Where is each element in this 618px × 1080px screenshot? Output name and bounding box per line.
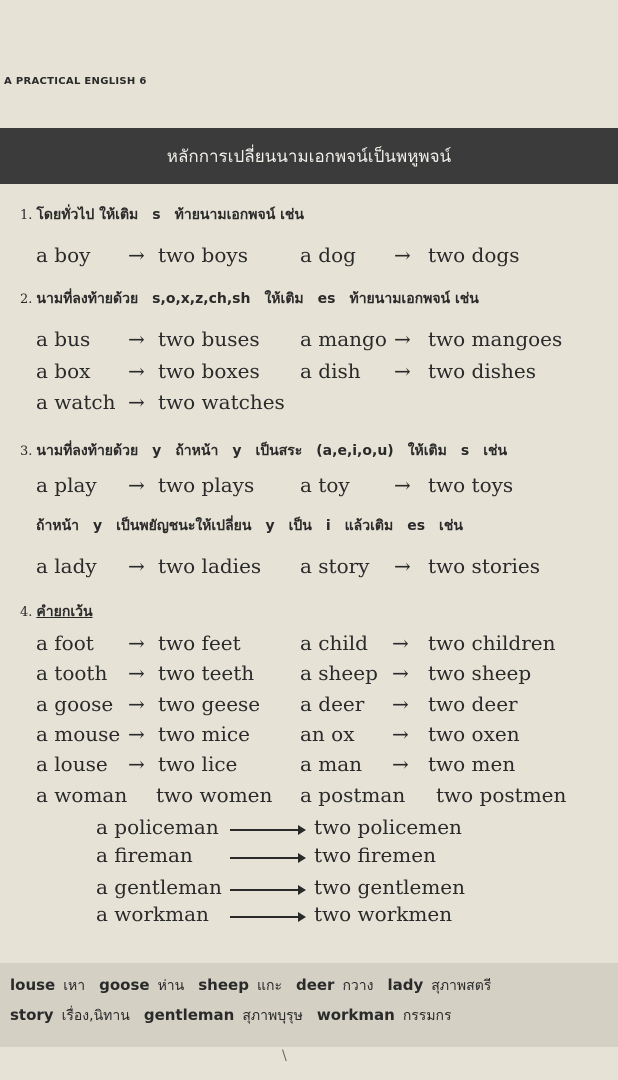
rule-text: นามที่ลงท้ายด้วย [36, 443, 139, 459]
vocab-meaning: สุภาพสตรี [431, 978, 492, 994]
rule-text: ท้ายนามเอกพจน์ เช่น [174, 207, 304, 223]
singular-noun: an ox [300, 722, 355, 746]
singular-noun: a box [36, 359, 91, 383]
vocab-meaning: สุภาพบุรุษ [242, 1008, 303, 1024]
plural-noun: two men [428, 752, 516, 776]
rule-keyword: es [317, 291, 336, 307]
arrow-icon: → [128, 722, 145, 746]
singular-noun: a deer [300, 692, 365, 716]
vocab-meaning: กรรมกร [402, 1008, 452, 1024]
rule-keyword: (a,e,i,o,u) [316, 443, 394, 459]
arrow-icon: → [128, 327, 145, 351]
plural-noun: two dogs [428, 243, 520, 267]
plural-noun: two firemen [314, 843, 436, 867]
rule-text: นามที่ลงท้ายด้วย [36, 291, 139, 307]
arrow-icon: → [128, 752, 145, 776]
plural-noun: two buses [158, 327, 260, 351]
singular-noun: a child [300, 631, 368, 655]
vocab-meaning: กวาง [342, 978, 374, 994]
singular-noun: a toy [300, 473, 350, 497]
arrow-icon: → [128, 661, 145, 685]
singular-noun: a mango [300, 327, 387, 351]
rule-keyword: y [232, 443, 242, 459]
rule-number: 3. [20, 444, 33, 459]
rule-text: ให้เติม [264, 291, 304, 307]
plural-noun: two postmen [436, 783, 567, 807]
singular-noun: a boy [36, 243, 91, 267]
rule-text: ท้ายนามเอกพจน์ เช่น [349, 291, 479, 307]
rule-keyword: i [325, 518, 331, 534]
vocab-meaning: เหา [63, 978, 86, 994]
vocab-word: workman [316, 1006, 395, 1024]
rule-text: เป็นสระ [255, 443, 303, 459]
vocab-word: story [10, 1006, 54, 1024]
rule-text: เช่น [439, 518, 463, 534]
running-header: A PRACTICAL ENGLISH 6 [4, 76, 147, 87]
plural-noun: two oxen [428, 722, 520, 746]
singular-noun: a gentleman [96, 875, 222, 899]
singular-noun: a bus [36, 327, 91, 351]
rule-heading [20, 440, 507, 462]
singular-noun: a tooth [36, 661, 108, 685]
rule-text: เป็นพยัญชนะให้เปลี่ยน [116, 518, 252, 534]
singular-noun: a man [300, 752, 363, 776]
page-mark: \ [282, 1048, 287, 1064]
singular-noun: a story [300, 554, 370, 578]
arrow-icon: → [394, 359, 411, 383]
arrow-icon: → [392, 752, 409, 776]
arrow-icon: → [392, 661, 409, 685]
vocabulary-line [10, 975, 505, 997]
singular-noun: a dog [300, 243, 356, 267]
plural-noun: two workmen [314, 902, 453, 926]
rule-text: แล้วเติม [344, 518, 394, 534]
plural-noun: two feet [158, 631, 241, 655]
long-arrow-icon [230, 829, 304, 831]
section-title: หลักการเปลี่ยนนามเอกพจน์เป็นพหูพจน์ [166, 146, 452, 167]
plural-noun: two teeth [158, 661, 255, 685]
rule-number: 4. [20, 605, 33, 620]
plural-noun: two toys [428, 473, 514, 497]
rule-keyword: y [93, 518, 103, 534]
arrow-icon: → [392, 692, 409, 716]
rule-keyword: es [407, 518, 426, 534]
arrow-icon: → [392, 631, 409, 655]
arrow-icon: → [128, 390, 145, 414]
rule-text: โดยทั่วไป ให้เติม [36, 207, 139, 223]
long-arrow-icon [230, 916, 304, 918]
section-title-band [0, 128, 618, 184]
rule-heading [20, 601, 93, 623]
rule-text: เช่น [483, 443, 508, 459]
plural-noun: two watches [158, 390, 285, 414]
rule-heading [20, 204, 304, 226]
plural-noun: two mice [158, 722, 250, 746]
long-arrow-icon [230, 889, 304, 891]
vocab-meaning: เรื่อง,นิทาน [61, 1008, 130, 1024]
singular-noun: a dish [300, 359, 361, 383]
vocab-word: deer [295, 976, 335, 994]
rule-number: 1. [20, 208, 33, 223]
vocab-word: gentleman [143, 1006, 235, 1024]
plural-noun: two policemen [314, 815, 462, 839]
singular-noun: a lady [36, 554, 97, 578]
plural-noun: two sheep [428, 661, 532, 685]
singular-noun: a fireman [96, 843, 193, 867]
singular-noun: a mouse [36, 722, 121, 746]
vocab-word: goose [99, 976, 150, 994]
plural-noun: two dishes [428, 359, 536, 383]
singular-noun: a workman [96, 902, 209, 926]
vocab-word: louse [10, 976, 56, 994]
rule-keyword: s [460, 443, 470, 459]
vocab-meaning: ห่าน [157, 978, 185, 994]
rule-heading [20, 288, 479, 310]
vocab-word: lady [387, 976, 424, 994]
rule-text: ให้เติม [407, 443, 447, 459]
arrow-icon: → [392, 722, 409, 746]
plural-noun: two ladies [158, 554, 262, 578]
arrow-icon: → [128, 359, 145, 383]
rule-keyword: s [152, 207, 161, 223]
arrow-icon: → [394, 473, 411, 497]
arrow-icon: → [394, 554, 411, 578]
arrow-icon: → [128, 554, 145, 578]
arrow-icon: → [394, 243, 411, 267]
plural-noun: two boxes [158, 359, 260, 383]
arrow-icon: → [128, 243, 145, 267]
singular-noun: a sheep [300, 661, 378, 685]
singular-noun: a play [36, 473, 97, 497]
singular-noun: a policeman [96, 815, 219, 839]
rule-keyword: y [152, 443, 162, 459]
plural-noun: two children [428, 631, 556, 655]
singular-noun: a postman [300, 783, 406, 807]
rule-text: ถ้าหน้า [175, 443, 219, 459]
rule-text: ถ้าหน้า [36, 518, 79, 534]
arrow-icon: → [394, 327, 411, 351]
rule-text: เป็น [288, 518, 312, 534]
vocabulary-line [10, 1005, 466, 1027]
rule-keyword: y [265, 518, 275, 534]
arrow-icon: → [128, 473, 145, 497]
singular-noun: a woman [36, 783, 128, 807]
plural-noun: two plays [158, 473, 255, 497]
plural-noun: two geese [158, 692, 261, 716]
plural-noun: two boys [158, 243, 248, 267]
plural-noun: two deer [428, 692, 518, 716]
singular-noun: a goose [36, 692, 114, 716]
vocabulary-box [0, 963, 618, 1047]
vocab-meaning: แกะ [256, 978, 282, 994]
singular-noun: a foot [36, 631, 94, 655]
plural-noun: two gentlemen [314, 875, 466, 899]
vocab-word: sheep [198, 976, 249, 994]
plural-noun: two women [156, 783, 273, 807]
rule-number: 2. [20, 292, 33, 307]
long-arrow-icon [230, 857, 304, 859]
arrow-icon: → [128, 631, 145, 655]
singular-noun: a watch [36, 390, 116, 414]
singular-noun: a louse [36, 752, 108, 776]
plural-noun: two lice [158, 752, 238, 776]
plural-noun: two stories [428, 554, 540, 578]
arrow-icon: → [128, 692, 145, 716]
plural-noun: two mangoes [428, 327, 563, 351]
rule-text: คำยกเว้น [36, 604, 93, 620]
rule-keyword: s,o,x,z,ch,sh [152, 291, 251, 307]
rule-heading [36, 515, 463, 537]
